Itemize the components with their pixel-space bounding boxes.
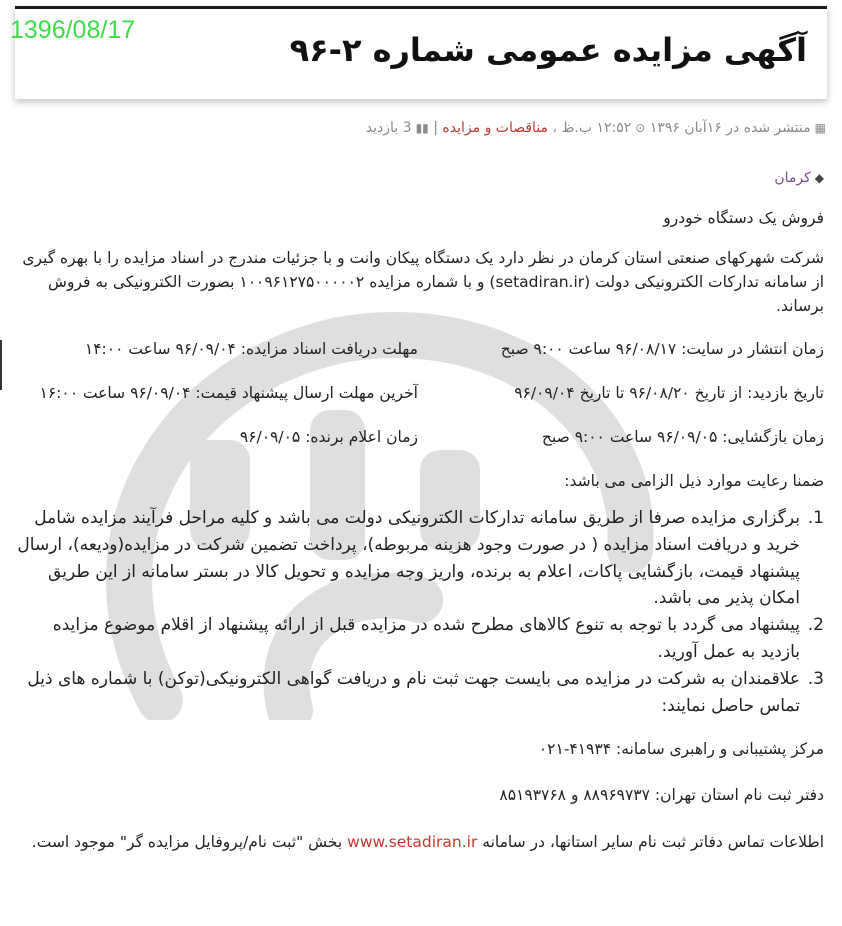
other-provinces-suffix: بخش "ثبت نام/پروفایل مزایده گر" موجود است. <box>31 833 343 852</box>
article-body <box>16 206 824 854</box>
published-date: منتشر شده در ۱۶آبان ۱۳۹۶ <box>649 120 811 136</box>
page-title: آگهی مزایده عمومی شماره ۲-۹۶ <box>289 31 807 69</box>
other-provinces <box>16 830 824 854</box>
visit-dates: تاریخ بازدید: از تاریخ ۹۶/۰۸/۲۰ تا تاریخ ۹۶/۰۹/۰۴ <box>514 384 824 402</box>
item-number: 3. <box>807 668 824 689</box>
list-item <box>16 612 824 666</box>
tag[interactable] <box>774 170 824 186</box>
calendar-icon: ▦ <box>814 121 826 135</box>
intro-paragraph: شرکت شهرکهای صنعتی استان کرمان در نظر دارد یک دستگاه پیکان وانت و با جزئیات مندرج در اسناد مزایده را با بهره گیری از سامانه تدارکات الکترونیکی دولت (setadiran.ir) و با شماره مزایده ۱۰۰۹۶۱۲۷۵۰۰۰۰۰۲ بصورت الکترونیکی به فروش برساند. <box>22 249 824 315</box>
view-count: 3 بازدید <box>365 120 412 136</box>
item-text: برگزاری مزایده صرفا از طریق سامانه تدارکات الکترونیکی دولت می باشد و کلیه مراحل فرآیند مزایده شامل خرید و دریافت اسناد مزایده ( در صورت وجود هزینه مربوطه)، پرداخت تضمین شرکت در مزایده(ودیعه)، ارسال پیشنهاد قیمت، بازگشایی پاکات، اعلام به برنده، واریز وجه مزایده و تحویل کالا در بستر سامانه از این طریق امکان پذیر می باشد. <box>17 508 800 609</box>
list-item <box>16 666 824 720</box>
category-link[interactable]: مناقصات و مزایده <box>442 120 549 136</box>
meta-separator: | <box>433 120 438 136</box>
subtitle: فروش یک دستگاه خودرو <box>663 209 824 227</box>
setadiran-link[interactable]: www.setadiran.ir <box>347 833 478 852</box>
tag-label[interactable]: کرمان <box>774 170 811 186</box>
item-number: 1. <box>807 508 824 528</box>
schedule-row <box>16 425 824 449</box>
clock-icon: ⊙ <box>635 121 646 135</box>
conditions-list <box>16 505 824 719</box>
schedule-row <box>16 337 824 361</box>
date-stamp: 1396/08/17 <box>10 16 136 44</box>
tag-icon: ◆ <box>814 171 824 185</box>
title-box <box>15 6 827 99</box>
conditions-heading: ضمنا رعایت موارد ذیل الزامی می باشد: <box>564 472 824 490</box>
other-provinces-text: اطلاعات تماس دفاتر ثبت نام سایر استانها، در سامانه <box>482 833 824 852</box>
schedule-row <box>16 381 824 405</box>
list-item <box>16 505 824 612</box>
opening-time: زمان بازگشایی: ۹۶/۰۹/۰۵ ساعت ۹:۰۰ صبح <box>541 428 824 446</box>
winner-announcement: زمان اعلام برنده: ۹۶/۰۹/۰۵ <box>239 428 418 446</box>
item-text: پیشنهاد می گردد با توجه به تنوع کالاهای مطرح شده در مزایده قبل از ارائه پیشنهاد از اقلام موضوع مزایده بازدید به عمل آورید. <box>52 615 800 662</box>
item-text: علاقمندان به شرکت در مزایده می بایست جهت ثبت نام و دریافت گواهی الکترونیکی(توکن) با شماره های ذیل تماس حاصل نمایند: <box>27 668 800 716</box>
chart-icon: ▮▮ <box>415 121 429 135</box>
tehran-office: دفتر ثبت نام استان تهران: ۸۸۹۶۹۷۳۷ و ۸۵۱۹۳۷۶۸ <box>499 786 824 805</box>
support-center: مرکز پشتیبانی و راهبری سامانه: ۴۱۹۳۴-۰۲۱ <box>538 740 824 759</box>
item-number: 2. <box>807 615 824 636</box>
publish-time: زمان انتشار در سایت: ۹۶/۰۸/۱۷ ساعت ۹:۰۰ صبح <box>500 340 824 358</box>
post-meta <box>366 120 826 136</box>
edge-scroll-marker <box>0 340 2 390</box>
published-time: ۱۲:۵۲ ب.ظ ، <box>552 120 632 136</box>
bid-deadline: آخرین مهلت ارسال پیشنهاد قیمت: ۹۶/۰۹/۰۴ ساعت ۱۶:۰۰ <box>39 384 418 402</box>
documents-deadline: مهلت دریافت اسناد مزایده: ۹۶/۰۹/۰۴ ساعت ۱۴:۰۰ <box>84 340 418 358</box>
